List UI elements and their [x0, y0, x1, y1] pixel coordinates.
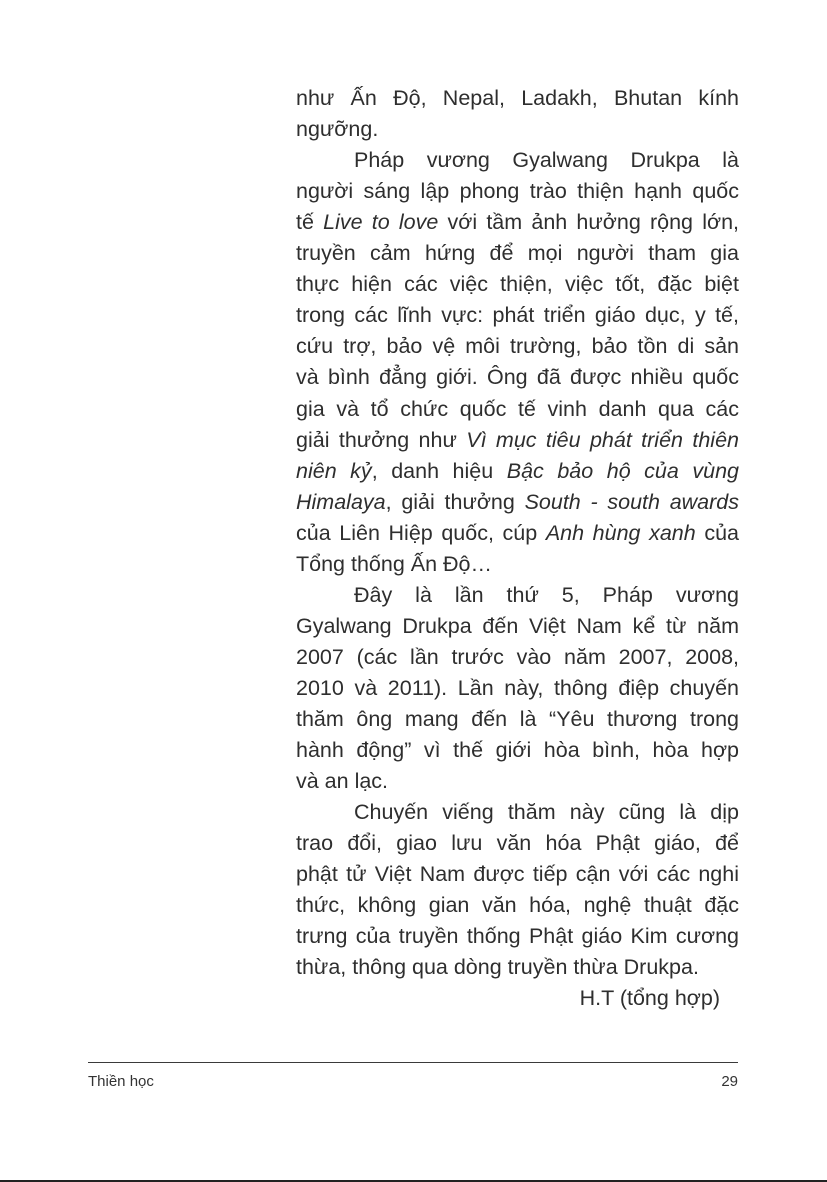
text-segment: phật tử Việt Nam được tiếp cận với các nghi	[296, 862, 739, 887]
page-number: 29	[721, 1073, 738, 1090]
text-line	[296, 518, 739, 549]
text-line	[296, 207, 739, 238]
italic-text: Bậc bảo hộ của vùng	[506, 458, 740, 483]
text-segment: truyền cảm hứng để mọi người tham gia	[296, 241, 739, 266]
text-line	[296, 890, 739, 921]
text-line	[296, 331, 739, 362]
text-line	[296, 83, 739, 114]
italic-text: niên kỷ	[296, 458, 372, 483]
text-segment: của Liên Hiệp quốc, cúp	[296, 520, 546, 545]
text-line	[296, 425, 739, 456]
text-segment: , danh hiệu	[371, 458, 507, 483]
text-segment: 2010 và 2011). Lần này, thông điệp chuyến	[296, 675, 739, 700]
text-line	[296, 704, 739, 735]
italic-text: Live to love	[323, 210, 439, 235]
text-line	[296, 269, 739, 300]
text-segment: và an lạc.	[296, 769, 389, 794]
text-line	[296, 921, 739, 952]
text-segment: Pháp vương Gyalwang Drukpa là	[354, 148, 739, 173]
text-line	[296, 176, 739, 207]
text-segment: và bình đẳng giới. Ông đã được nhiều quốc	[296, 365, 739, 390]
text-segment: 2007 (các lần trước vào năm 2007, 2008,	[296, 644, 739, 669]
text-line	[296, 859, 739, 890]
text-segment: , giải thưởng	[385, 489, 525, 514]
text-segment: Đây là lần thứ 5, Pháp vương	[354, 582, 739, 607]
text-segment: thăm ông mang đến là “Yêu thương trong	[296, 707, 739, 731]
text-line	[296, 394, 739, 425]
text-segment: H.T (tổng hợp)	[579, 986, 720, 1011]
footer-rule	[88, 1062, 738, 1063]
text-segment: người sáng lập phong trào thiện hạnh quốc	[296, 179, 739, 204]
text-segment: ngưỡng.	[296, 117, 379, 142]
text-segment: cứu trợ, bảo vệ môi trường, bảo tồn di sản	[296, 334, 739, 359]
text-segment: gia và tổ chức quốc tế vinh danh qua các	[296, 396, 739, 421]
text-segment: Chuyến viếng thăm này cũng là dịp	[354, 800, 739, 825]
text-segment: như Ấn Độ, Nepal, Ladakh, Bhutan kính	[296, 86, 739, 110]
text-line	[354, 797, 739, 828]
text-line	[296, 114, 739, 145]
text-line	[296, 362, 739, 393]
text-segment: Gyalwang Drukpa đến Việt Nam kể từ năm	[296, 613, 739, 638]
text-segment: thừa, thông qua dòng truyền thừa Drukpa.	[296, 955, 699, 980]
text-segment: trưng của truyền thống Phật giáo Kim cương	[296, 924, 739, 949]
footer-section-title: Thiền học	[88, 1073, 154, 1090]
italic-text: Vì mục tiêu phát triển thiên	[466, 427, 739, 452]
text-segment: Tổng thống Ấn Độ…	[296, 551, 493, 576]
text-line	[296, 642, 739, 673]
italic-text: Himalaya	[296, 489, 386, 514]
text-line	[296, 238, 739, 269]
italic-text: Anh hùng xanh	[545, 520, 696, 545]
text-line	[296, 735, 739, 766]
text-segment: hành động” vì thế giới hòa bình, hòa hợp	[296, 738, 739, 763]
text-segment: thức, không gian văn hóa, nghệ thuật đặc	[296, 893, 739, 918]
text-segment: trong các lĩnh vực: phát triển giáo dục, y tế,	[296, 303, 739, 328]
text-segment: trao đổi, giao lưu văn hóa Phật giáo, để	[296, 831, 739, 856]
text-line	[296, 611, 739, 642]
text-line	[354, 580, 739, 611]
text-line	[296, 828, 739, 859]
text-line	[296, 952, 739, 983]
text-line	[296, 766, 739, 797]
italic-text: South - south awards	[524, 489, 739, 514]
text-segment: với tầm ảnh hưởng rộng lớn,	[438, 210, 739, 235]
text-line	[296, 549, 739, 580]
text-line	[296, 673, 739, 704]
text-line	[296, 300, 739, 331]
text-segment: thực hiện các việc thiện, việc tốt, đặc biệt	[296, 272, 739, 297]
text-segment: của	[695, 520, 740, 545]
text-line	[296, 983, 720, 1014]
text-segment: tế	[296, 210, 324, 235]
text-segment: giải thưởng như	[296, 427, 467, 452]
text-line	[296, 487, 739, 518]
text-line	[296, 456, 739, 487]
text-line	[354, 145, 739, 176]
